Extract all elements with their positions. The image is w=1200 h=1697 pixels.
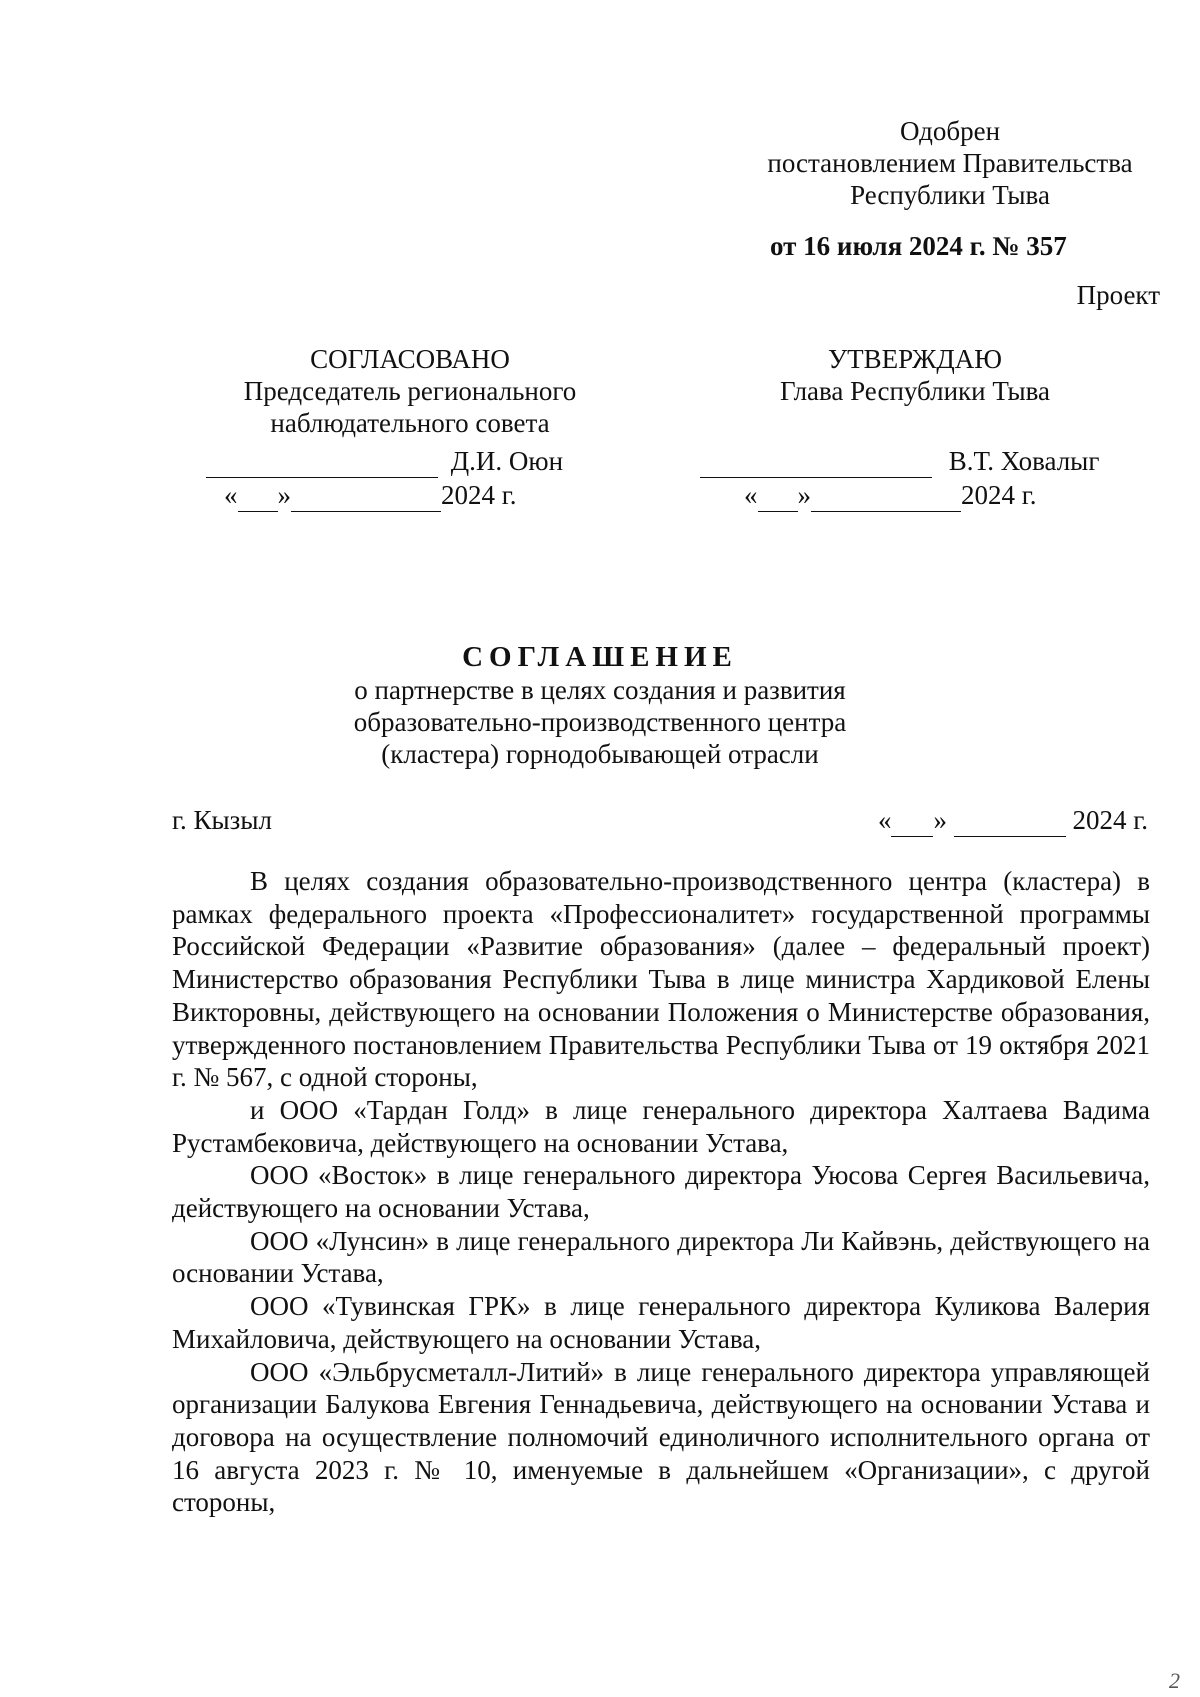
approval-line-2: постановлением Правительства bbox=[767, 148, 1133, 178]
body-paragraph-6: ООО «Эльбрусметалл-Литий» в лице генерального директора управляющей организации Балукова Евгения Геннадьевича, действующего на основании Устава и договора на осуществление полномочий единоличного исполнительного органа от 16 августа 2023 г. № 10, именуемые в дальнейшем «Организации», с другой стороны, bbox=[172, 1356, 1150, 1518]
agreed-signature-line bbox=[206, 446, 438, 478]
approve-signature-line bbox=[700, 446, 932, 478]
page-number-mark: 2 bbox=[1169, 1668, 1180, 1693]
agreement-date bbox=[878, 805, 1148, 837]
approve-date-row bbox=[744, 480, 1037, 512]
approve-block bbox=[715, 343, 1115, 407]
agreement-date-day-line bbox=[891, 805, 933, 837]
approval-line-3: Республики Тыва bbox=[850, 180, 1050, 210]
approve-date-quote-close: » bbox=[797, 480, 811, 510]
body-paragraph-4: ООО «Лунсин» в лице генерального директора Ли Кайвэнь, действующего на основании Устава, bbox=[172, 1225, 1150, 1289]
agreed-date-quote-open: « bbox=[224, 480, 238, 510]
document-title: СОГЛАШЕНИЕ bbox=[462, 641, 738, 673]
document-subtitle-line-1: о партнерстве в целях создания и развития bbox=[354, 675, 846, 705]
approve-signature-row bbox=[700, 446, 1099, 478]
agreed-heading: СОГЛАСОВАНО bbox=[310, 344, 510, 374]
agreement-date-month-line bbox=[954, 805, 1066, 837]
agreement-date-quote-close: » bbox=[933, 805, 947, 835]
approval-date: от 16 июля 2024 г. № 357 bbox=[770, 231, 1067, 261]
document-title-block bbox=[200, 640, 1000, 770]
agreement-date-year: 2024 г. bbox=[1072, 805, 1148, 835]
agreement-body bbox=[172, 865, 1150, 1519]
agreement-date-quote-open: « bbox=[877, 805, 892, 835]
approval-block bbox=[740, 115, 1160, 211]
approve-date-month-line bbox=[811, 480, 961, 512]
approve-date-year: 2024 г. bbox=[961, 480, 1037, 510]
agreed-date-year: 2024 г. bbox=[441, 480, 517, 510]
body-paragraph-3: ООО «Восток» в лице генерального директора Уюсова Сергея Васильевича, действующего на основании Устава, bbox=[172, 1160, 1150, 1224]
agreed-date-day-line bbox=[238, 480, 278, 512]
agreed-signature-row bbox=[206, 446, 563, 478]
agreed-position-line-1: Председатель регионального bbox=[243, 376, 577, 406]
approve-signer-name: В.Т. Ховалыг bbox=[948, 446, 1100, 476]
approve-date-quote-open: « bbox=[744, 480, 758, 510]
city-name: г. Кызыл bbox=[172, 805, 272, 835]
approve-heading: УТВЕРЖДАЮ bbox=[827, 344, 1003, 374]
approve-position: Глава Республики Тыва bbox=[779, 376, 1051, 406]
approve-date-day-line bbox=[758, 480, 798, 512]
body-paragraph-5: ООО «Тувинская ГРК» в лице генерального директора Куликова Валерия Михайловича, действующего на основании Устава, bbox=[172, 1291, 1150, 1354]
document-subtitle-line-3: (кластера) горнодобывающей отрасли bbox=[381, 739, 819, 769]
agreed-date-month-line bbox=[291, 480, 441, 512]
approval-line-1: Одобрен bbox=[899, 116, 1001, 146]
agreed-date-row bbox=[224, 480, 517, 512]
agreed-block bbox=[200, 343, 620, 439]
agreed-position-line-2: наблюдательного совета bbox=[270, 408, 550, 438]
agreed-signer-name: Д.И. Оюн bbox=[450, 446, 564, 476]
body-paragraph-1: В целях создания образовательно-производственного центра (кластера) в рамках федерального проекта «Профессионалитет» государственной программы Российской Федерации «Развитие образования» (далее – федеральный проект) Министерство образования Республики Тыва в лице министра Хардиковой Елены Викторовны, действующего на основании Положения о Министерстве образования, утвержденного постановлением Правительства Республики Тыва от 19 октября 2021 г. № 567, с одной стороны, bbox=[172, 866, 1150, 1093]
body-paragraph-2: и ООО «Тардан Голд» в лице генерального директора Халтаева Вадима Рустамбековича, действующего на основании Устава, bbox=[172, 1094, 1150, 1158]
document-subtitle-line-2: образовательно-производственного центра bbox=[353, 707, 847, 737]
project-label: Проект bbox=[1076, 280, 1160, 310]
agreed-date-quote-close: » bbox=[277, 480, 291, 510]
